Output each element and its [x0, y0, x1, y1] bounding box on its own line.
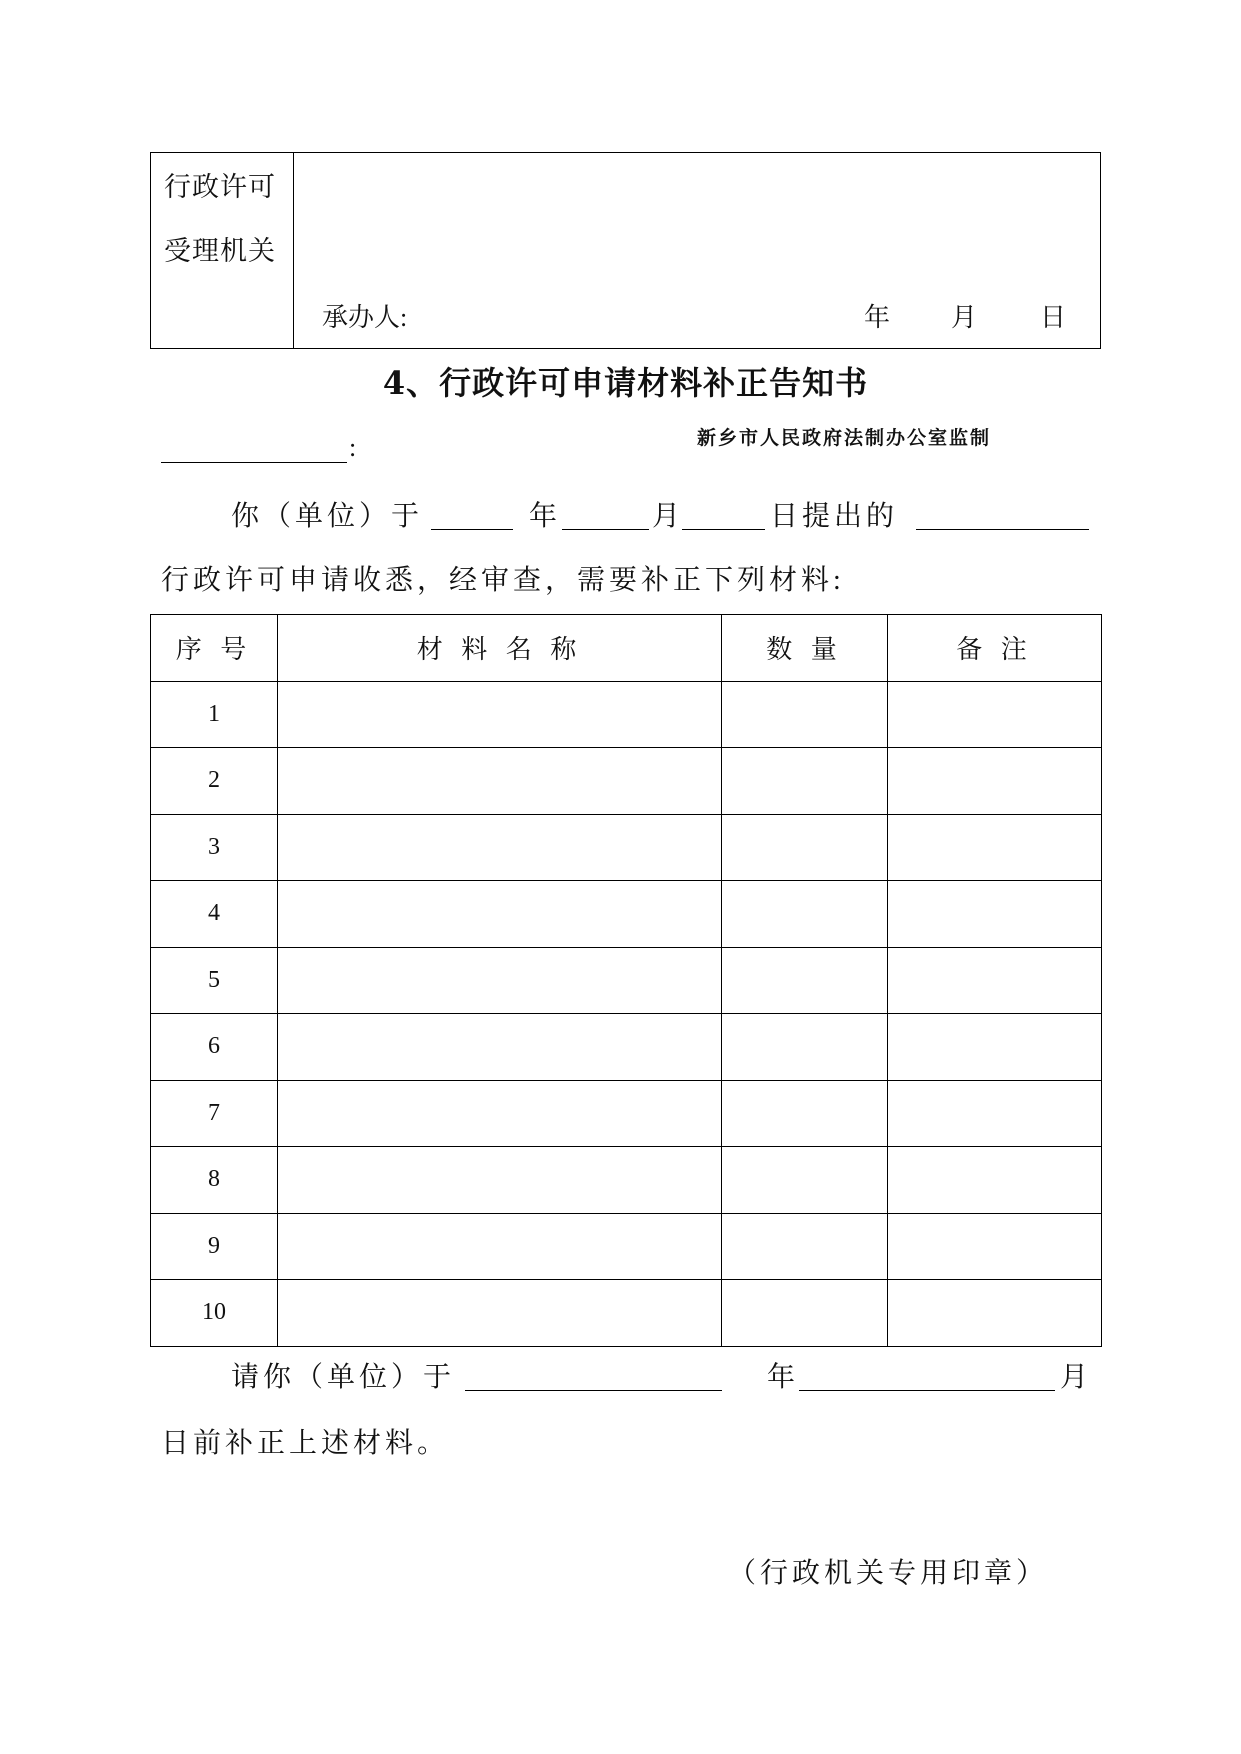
- table-header-row: [151, 615, 1102, 682]
- material-name-cell[interactable]: [278, 748, 722, 815]
- intro-year-label: 年: [529, 501, 562, 532]
- row-number-cell: 4: [151, 881, 278, 948]
- material-name-cell[interactable]: [278, 1280, 722, 1347]
- table-row: [151, 881, 1102, 948]
- quantity-cell[interactable]: [722, 881, 888, 948]
- remarks-cell[interactable]: [888, 1280, 1102, 1347]
- remarks-cell[interactable]: [888, 681, 1102, 748]
- row-number-cell: 2: [151, 748, 278, 815]
- handler-year-label: 年: [864, 303, 891, 332]
- handler-month-label: 月: [951, 303, 978, 332]
- quantity-cell[interactable]: [722, 1280, 888, 1347]
- row-number-cell: 1: [151, 681, 278, 748]
- remarks-cell[interactable]: [888, 1080, 1102, 1147]
- intro-month-label: 月: [652, 501, 685, 532]
- materials-table-body: [151, 681, 1102, 1346]
- material-name-cell[interactable]: [278, 1080, 722, 1147]
- quantity-cell[interactable]: [722, 814, 888, 881]
- material-name-cell[interactable]: [278, 1147, 722, 1214]
- deadline-prefix: 请你（单位）于: [231, 1362, 456, 1393]
- remarks-cell[interactable]: [888, 881, 1102, 948]
- row-number-cell: 9: [151, 1213, 278, 1280]
- remarks-cell[interactable]: [888, 1014, 1102, 1081]
- material-name-cell[interactable]: [278, 814, 722, 881]
- materials-table: [150, 614, 1102, 1347]
- row-number-cell: 8: [151, 1147, 278, 1214]
- deadline-month-field[interactable]: [799, 1367, 1055, 1391]
- addressee-colon: :: [349, 433, 357, 462]
- table-row: [151, 1280, 1102, 1347]
- row-number-cell: 5: [151, 947, 278, 1014]
- deadline-year-label: 年: [767, 1362, 800, 1393]
- intro-day-submitted: 日提出的: [770, 501, 899, 532]
- quantity-cell[interactable]: [722, 1080, 888, 1147]
- header-material-name: 材 料 名 称: [278, 615, 722, 682]
- submit-year-field[interactable]: [431, 506, 513, 530]
- deadline-year-field[interactable]: [465, 1367, 722, 1391]
- quantity-cell[interactable]: [722, 1014, 888, 1081]
- material-name-cell[interactable]: [278, 1014, 722, 1081]
- header-quantity: 数 量: [722, 615, 888, 682]
- quantity-cell[interactable]: [722, 681, 888, 748]
- submit-day-field[interactable]: [682, 506, 765, 530]
- table-row: [151, 947, 1102, 1014]
- remarks-cell[interactable]: [888, 814, 1102, 881]
- table-row: [151, 814, 1102, 881]
- material-name-cell[interactable]: [278, 681, 722, 748]
- table-row: [151, 1080, 1102, 1147]
- addressee-field[interactable]: [161, 439, 347, 463]
- row-number-cell: 10: [151, 1280, 278, 1347]
- intro-line-2: 行政许可申请收悉，经审查，需要补正下列材料:: [161, 565, 845, 596]
- quantity-cell[interactable]: [722, 1147, 888, 1214]
- material-name-cell[interactable]: [278, 947, 722, 1014]
- header-remarks: 备 注: [888, 615, 1102, 682]
- material-name-cell[interactable]: [278, 1213, 722, 1280]
- acceptance-opinion-area[interactable]: [294, 153, 1100, 348]
- acceptance-label-line-1: 行政许可: [164, 172, 276, 202]
- material-name-cell[interactable]: [278, 881, 722, 948]
- remarks-cell[interactable]: [888, 1213, 1102, 1280]
- supervisor-label: 新乡市人民政府法制办公室监制: [697, 428, 992, 449]
- table-row: [151, 1147, 1102, 1214]
- table-row: [151, 1014, 1102, 1081]
- row-number-cell: 7: [151, 1080, 278, 1147]
- deadline-line-2: 日前补正上述材料。: [161, 1428, 450, 1459]
- official-seal-label: （行政机关专用印章）: [728, 1558, 1049, 1589]
- row-number-cell: 6: [151, 1014, 278, 1081]
- acceptance-box: [150, 152, 1101, 349]
- remarks-cell[interactable]: [888, 1147, 1102, 1214]
- table-row: [151, 748, 1102, 815]
- submit-month-field[interactable]: [562, 506, 649, 530]
- row-number-cell: 3: [151, 814, 278, 881]
- table-row: [151, 1213, 1102, 1280]
- quantity-cell[interactable]: [722, 947, 888, 1014]
- table-row: [151, 681, 1102, 748]
- intro-you-unit: 你（单位）于: [231, 501, 424, 532]
- header-serial-number: 序 号: [151, 615, 278, 682]
- remarks-cell[interactable]: [888, 748, 1102, 815]
- application-item-field[interactable]: [916, 506, 1089, 530]
- acceptance-label-line-2: 受理机关: [164, 236, 276, 266]
- deadline-month-label: 月: [1060, 1362, 1093, 1393]
- quantity-cell[interactable]: [722, 1213, 888, 1280]
- quantity-cell[interactable]: [722, 748, 888, 815]
- acceptance-label-cell: [151, 153, 294, 348]
- remarks-cell[interactable]: [888, 947, 1102, 1014]
- page-title: 4、行政许可申请材料补正告知书: [382, 364, 869, 402]
- handler-day-label: 日: [1040, 303, 1067, 332]
- handler-label: 承办人:: [322, 303, 408, 332]
